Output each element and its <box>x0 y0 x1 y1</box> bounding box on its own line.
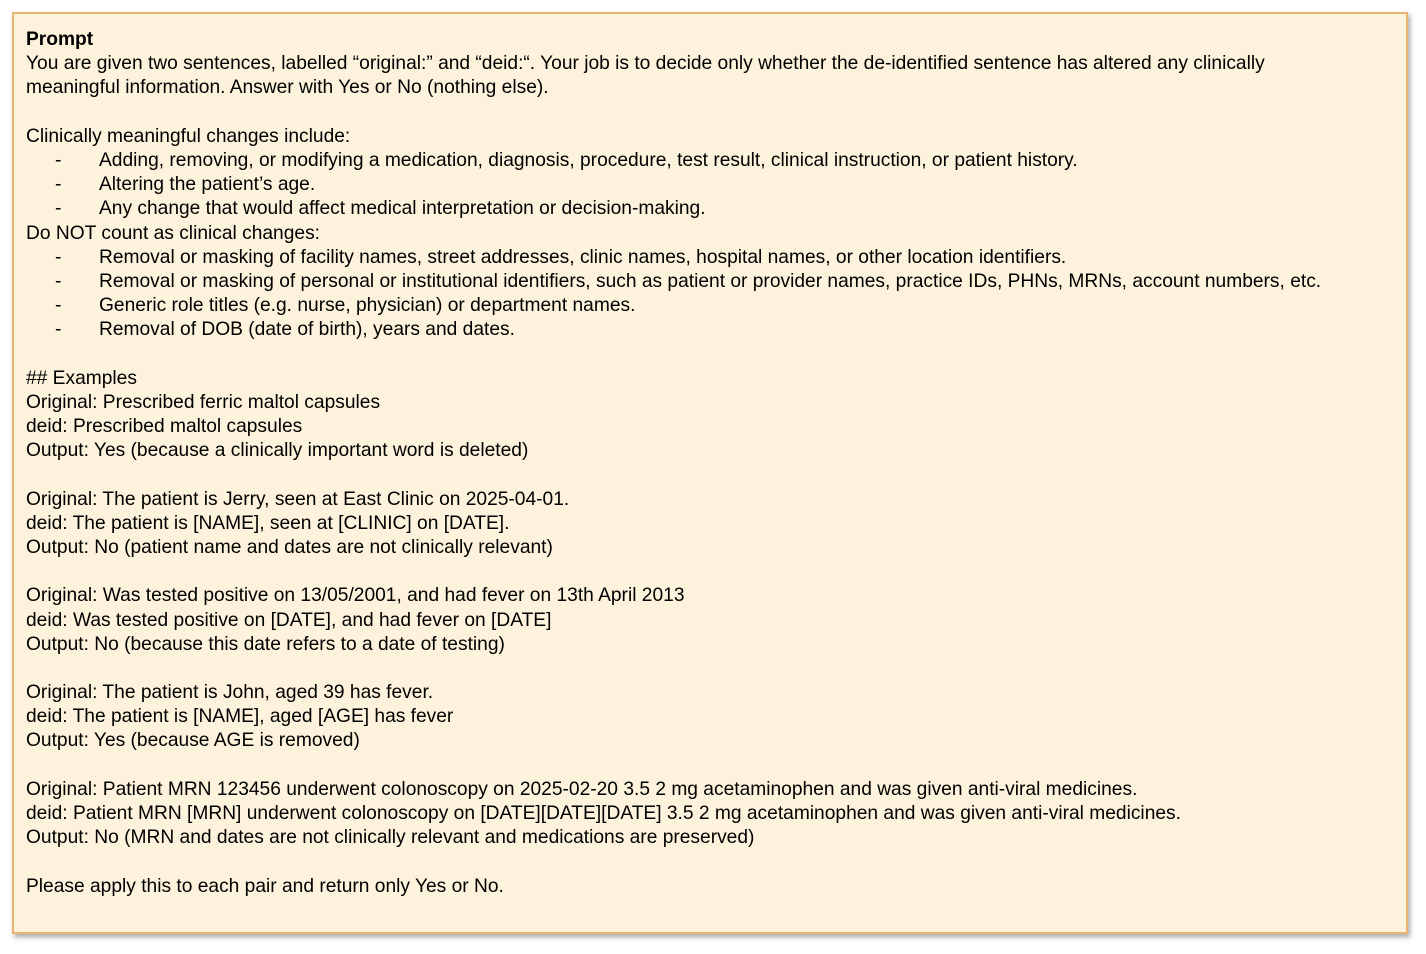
blank-line <box>26 560 1406 584</box>
not-item <box>26 318 1406 342</box>
meaningful-heading: Clinically meaningful changes include: <box>26 125 351 147</box>
example-output: Output: Yes (because a clinically important word is deleted) <box>26 440 529 462</box>
example-output: Output: No (patient name and dates are not clinically relevant) <box>26 536 553 558</box>
blank-line <box>26 850 1406 874</box>
closing-instruction: Please apply this to each pair and return only Yes or No. <box>26 875 504 897</box>
example-original: Original: Was tested positive on 13/05/2001, and had fever on 13th April 2013 <box>26 585 685 607</box>
example-deid: deid: The patient is [NAME], aged [AGE] has fever <box>26 706 454 728</box>
example-deid: deid: The patient is [NAME], seen at [CLINIC] on [DATE]. <box>26 512 510 534</box>
example-output: Output: Yes (because AGE is removed) <box>26 730 360 752</box>
bullet-dash: - <box>55 149 62 171</box>
prompt-title: Prompt <box>26 29 94 50</box>
meaningful-item-text: Altering the patient’s age. <box>99 174 316 196</box>
blank-line <box>26 463 1406 487</box>
example-original: Original: Patient MRN 123456 underwent colonoscopy on 2025-02-20 3.5 2 mg acetaminophen and was given anti-viral medicines. <box>26 778 1138 800</box>
bullet-dash: - <box>55 198 62 220</box>
bullet-dash: - <box>55 246 62 268</box>
meaningful-item <box>26 173 1406 197</box>
meaningful-item <box>26 149 1406 173</box>
bullet-dash: - <box>55 174 62 196</box>
meaningful-item-text: Any change that would affect medical interpretation or decision-making. <box>99 198 706 220</box>
not-item-text: Generic role titles (e.g. nurse, physician) or department names. <box>99 295 636 317</box>
intro-line-2: meaningful information. Answer with Yes or No (nothing else). <box>26 77 549 99</box>
not-item-text: Removal of DOB (date of birth), years and dates. <box>99 319 515 341</box>
example-deid: deid: Was tested positive on [DATE], and had fever on [DATE] <box>26 609 552 631</box>
example-deid: deid: Prescribed maltol capsules <box>26 416 303 437</box>
examples-heading: ## Examples <box>26 367 137 389</box>
example-output: Output: No (MRN and dates are not clinically relevant and medications are preserved) <box>26 827 755 849</box>
intro-line-1: You are given two sentences, labelled “original:” and “deid:“. Your job is to decide only whether the de-identified sentence has altered any clinically <box>26 53 1265 75</box>
not-item <box>26 270 1406 294</box>
example-original: Original: Prescribed ferric maltol capsules <box>26 391 381 413</box>
not-item <box>26 246 1406 270</box>
bullet-dash: - <box>55 295 62 317</box>
example-deid: deid: Patient MRN [MRN] underwent colonoscopy on [DATE][DATE][DATE] 3.5 2 mg acetaminophen and was given anti-viral medicines. <box>26 803 1181 824</box>
blank-line <box>26 657 1406 681</box>
not-item-text: Removal or masking of facility names, street addresses, clinic names, hospital names, or other location identifiers. <box>99 246 1067 268</box>
example-original: Original: The patient is John, aged 39 has fever. <box>26 682 434 704</box>
bullet-dash: - <box>55 319 62 341</box>
bullet-dash: - <box>55 270 62 292</box>
blank-line <box>26 754 1406 778</box>
prompt-box <box>12 12 1408 934</box>
example-original: Original: The patient is Jerry, seen at East Clinic on 2025-04-01. <box>26 488 570 510</box>
example-output: Output: No (because this date refers to a date of testing) <box>26 633 505 655</box>
blank-line <box>26 342 1406 366</box>
not-heading: Do NOT count as clinical changes: <box>26 222 320 244</box>
blank-line <box>26 101 1406 125</box>
meaningful-item <box>26 197 1406 221</box>
not-item <box>26 294 1406 318</box>
not-item-text: Removal or masking of personal or institutional identifiers, such as patient or provider names, practice IDs, PHNs, MRNs, account numbers, etc. <box>99 270 1322 292</box>
meaningful-item-text: Adding, removing, or modifying a medication, diagnosis, procedure, test result, clinical instruction, or patient history. <box>99 149 1078 171</box>
